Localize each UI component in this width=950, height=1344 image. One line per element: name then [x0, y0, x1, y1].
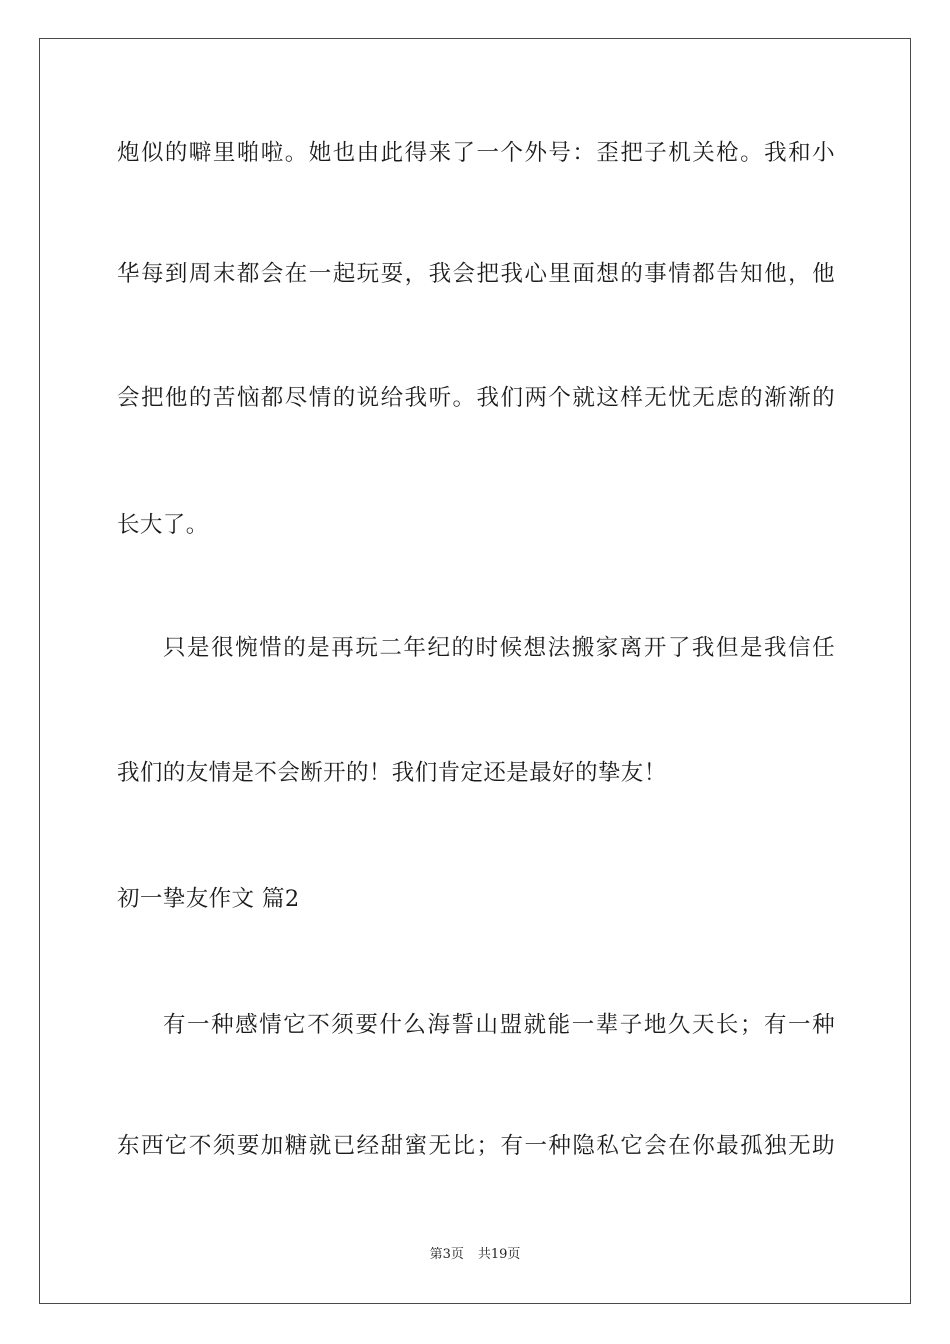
paragraph-line: 有一种感情它不须要什么海誓山盟就能一辈子地久天长；有一种	[163, 1012, 835, 1038]
paragraph-line: 会把他的苦恼都尽情的说给我听。我们两个就这样无忧无虑的渐渐的	[117, 385, 835, 411]
page-footer	[0, 1246, 950, 1264]
paragraph-line: 华每到周末都会在一起玩耍，我会把我心里面想的事情都告知他，他	[117, 261, 835, 287]
page-border	[39, 38, 911, 1304]
paragraph-line: 炮似的噼里啪啦。她也由此得来了一个外号：歪把子机关枪。我和小	[117, 140, 835, 166]
paragraph-line: 我们的友情是不会断开的！我们肯定还是最好的挚友！	[117, 760, 667, 786]
paragraph-line: 只是很惋惜的是再玩二年纪的时候想法搬家离开了我但是我信任	[163, 635, 835, 661]
page-total: 共19页	[477, 1247, 521, 1262]
paragraph-line: 长大了。	[117, 512, 209, 538]
page-number: 第3页	[429, 1247, 464, 1262]
paragraph-line: 东西它不须要加糖就已经甜蜜无比；有一种隐私它会在你最孤独无助	[117, 1133, 835, 1159]
section-heading: 初一挚友作文 篇2	[117, 886, 300, 912]
